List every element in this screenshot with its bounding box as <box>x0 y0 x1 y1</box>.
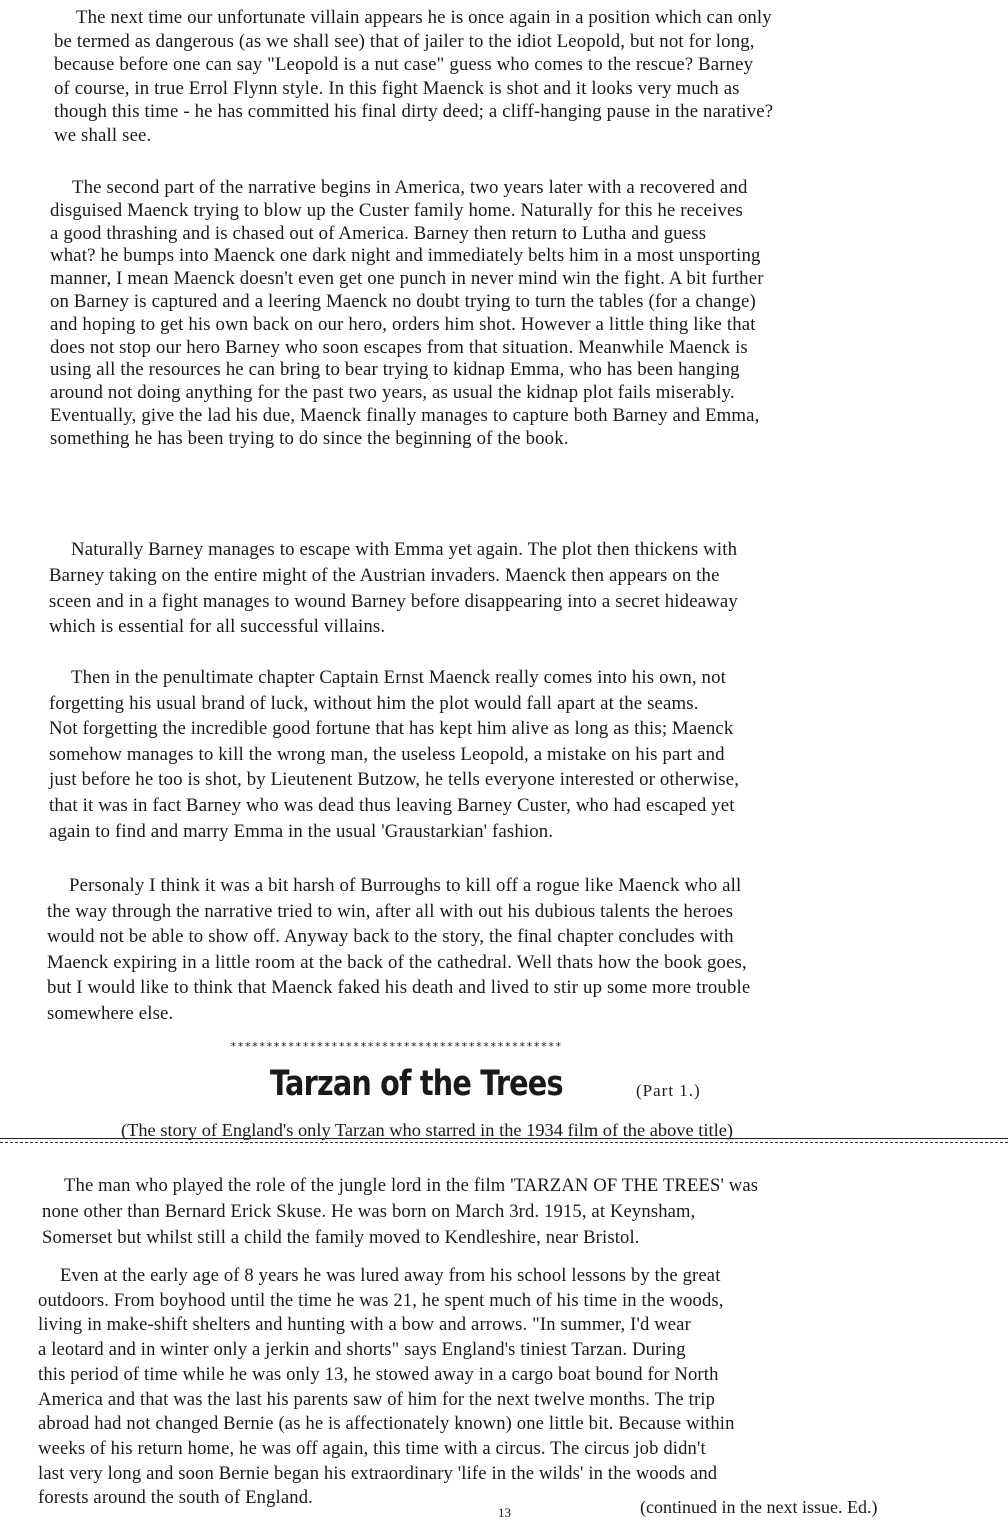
continued-note: (continued in the next issue. Ed.) <box>640 1497 878 1517</box>
text-line: just before he too is shot, by Lieutenent Butzow, he tells everyone interested or otherwise, <box>49 769 740 791</box>
text-line: the way through the narrative tried to win, after all with out his dubious talents the heroes <box>47 900 734 922</box>
text-line: The second part of the narrative begins in America, two years later with a recovered and <box>72 177 748 198</box>
subtitle-underline <box>0 1138 1008 1139</box>
text-line: on Barney is captured and a leering Maenck no doubt trying to turn the tables (for a change) <box>50 290 756 312</box>
text-line: something he has been trying to do since the beginning of the book. <box>50 427 569 449</box>
text-line: Barney taking on the entire might of the Austrian invaders. Maenck then appears on the <box>49 564 720 586</box>
text-line: Not forgetting the incredible good fortune that has kept him alive as long as this; Maenck <box>49 718 734 740</box>
text-line: around not doing anything for the past two years, as usual the kidnap plot fails miserably. <box>50 382 735 404</box>
text-line: what? he bumps into Maenck one dark night and immediately belts him in a most unsporting <box>50 245 761 267</box>
text-line: but I would like to think that Maenck faked his death and lived to stir up some more trouble <box>47 977 751 999</box>
star-separator: ********************************************** <box>230 1040 563 1053</box>
text-line: sceen and in a fight manages to wound Barney before disappearing into a secret hideaway <box>49 590 738 612</box>
text-line: somehow manages to kill the wrong man, the useless Leopold, a mistake on his part and <box>49 743 725 765</box>
text-line: manner, I mean Maenck doesn't even get one punch in never mind win the fight. A bit further <box>50 268 764 290</box>
text-line: The man who played the role of the jungle lord in the film 'TARZAN OF THE TREES' was <box>64 1175 759 1196</box>
text-line: weeks of his return home, he was off again, this time with a circus. The circus job didn't <box>38 1437 706 1459</box>
text-line: forgetting his usual brand of luck, without him the plot would fall apart at the seams. <box>49 692 699 714</box>
text-line: Somerset but whilst still a child the family moved to Kendleshire, near Bristol. <box>42 1227 640 1248</box>
text-line: this period of time while he was only 13, he stowed away in a cargo boat bound for North <box>38 1363 719 1385</box>
dashed-divider <box>0 1142 1008 1143</box>
text-line: which is essential for all successful villains. <box>49 616 386 638</box>
page-number: 13 <box>498 1505 511 1520</box>
text-line: a leotard and in winter only a jerkin and shorts" says England's tiniest Tarzan. During <box>38 1339 686 1361</box>
text-line: again to find and marry Emma in the usual 'Graustarkian' fashion. <box>49 820 554 842</box>
review-paragraph-4 <box>49 665 1004 844</box>
text-line: Then in the penultimate chapter Captain Ernst Maenck really comes into his own, not <box>71 667 727 688</box>
text-line: last very long and soon Bernie began his extraordinary 'life in the wilds' in the woods and <box>38 1462 718 1484</box>
text-line: using all the resources he can bring to bear trying to kidnap Emma, who has been hanging <box>50 359 740 381</box>
text-line: Eventually, give the lad his due, Maenck finally manages to capture both Barney and Emma, <box>50 404 760 426</box>
text-line: of course, in true Errol Flynn style. In this fight Maenck is shot and it looks very much as <box>54 77 740 99</box>
text-line: Naturally Barney manages to escape with Emma yet again. The plot then thickens with <box>71 539 738 560</box>
article-paragraph-2 <box>38 1264 1006 1511</box>
text-line: be termed as dangerous (as we shall see) that of jailer to the idiot Leopold, but not for long, <box>54 30 755 52</box>
text-line: a good thrashing and is chased out of America. Barney then return to Lutha and guess <box>50 222 707 244</box>
text-line: does not stop our hero Barney who soon escapes from that situation. Meanwhile Maenck is <box>50 336 748 358</box>
text-line: disguised Maenck trying to blow up the Custer family home. Naturally for this he receives <box>50 199 743 221</box>
text-line: we shall see. <box>54 124 152 146</box>
text-line: Maenck expiring in a little room at the back of the cathedral. Well thats how the book goes, <box>47 951 747 973</box>
article-paragraph-1 <box>42 1173 1004 1251</box>
text-line: outdoors. From boyhood until the time he was 21, he spent much of his time in the woods, <box>38 1289 724 1311</box>
text-line: that it was in fact Barney who was dead thus leaving Barney Custer, who had escaped yet <box>49 794 735 816</box>
article-part-label: (Part 1.) <box>636 1081 701 1100</box>
text-line: because before one can say "Leopold is a nut case" guess who comes to the rescue? Barney <box>54 54 754 75</box>
text-line: Even at the early age of 8 years he was lured away from his school lessons by the great <box>60 1265 721 1286</box>
text-line: Personaly I think it was a bit harsh of Burroughs to kill off a rogue like Maenck who all <box>69 875 742 896</box>
text-line: somewhere else. <box>47 1002 174 1024</box>
text-line: living in make-shift shelters and hunting with a bow and arrows. "In summer, I'd wear <box>38 1314 691 1336</box>
text-line: and hoping to get his own back on our hero, orders him shot. However a little thing like that <box>50 313 756 335</box>
review-paragraph-1 <box>54 6 1004 147</box>
review-paragraph-2 <box>50 177 1005 451</box>
text-line: would not be able to show off. Anyway back to the story, the final chapter concludes with <box>47 926 734 948</box>
article-heading <box>270 1060 870 1110</box>
text-line: none other than Bernard Erick Skuse. He was born on March 3rd. 1915, at Keynsham, <box>42 1201 696 1222</box>
text-line: America and that was the last his parents saw of him for the next twelve months. The trip <box>38 1388 716 1410</box>
review-paragraph-5 <box>47 873 1005 1027</box>
text-line: The next time our unfortunate villain appears he is once again in a position which can only <box>76 7 772 28</box>
review-paragraph-3 <box>49 537 1004 640</box>
text-line: though this time - he has committed his final dirty deed; a cliff-hanging pause in the narative? <box>54 101 774 122</box>
text-line: abroad had not changed Bernie (as he is affectionately known) one little bit. Because within <box>38 1413 735 1435</box>
text-line: forests around the south of England. <box>38 1487 313 1509</box>
article-title: Tarzan of the Trees <box>270 1064 563 1104</box>
article-subtitle: (The story of England's only Tarzan who starred in the 1934 film of the above title) <box>121 1120 733 1140</box>
